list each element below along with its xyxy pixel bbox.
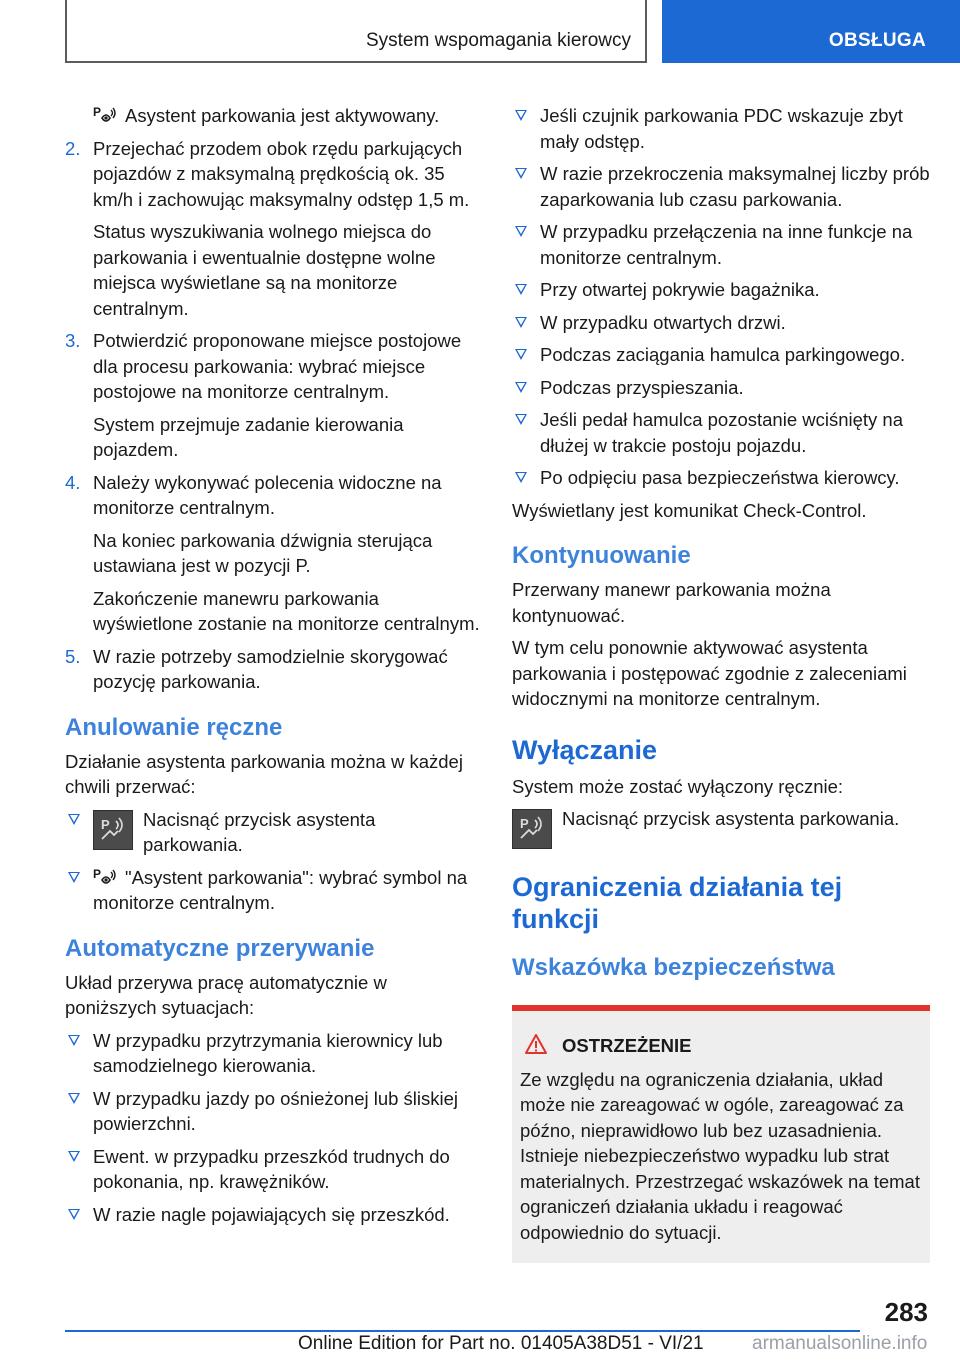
auto-bullet-text: W przypadku jazdy po ośnieżonej lub śliskiej powierzchni. [93,1087,459,1134]
bullet-triangle-icon [515,317,527,328]
svg-text:P: P [93,105,102,119]
continue-heading: Kontynuowanie [512,542,691,569]
auto-bullet-text: Przy otwartej pokrywie bagażnika. [540,279,820,300]
warning-header [520,1033,920,1059]
footer-divider [65,1330,860,1332]
warning-title: OSTRZEŻENIE [562,1035,692,1056]
safety-heading: Wskazówka bezpieczeństwa [512,954,835,981]
bullet-triangle-icon [515,110,527,121]
auto-bullet [65,1086,480,1137]
svg-text:P: P [93,866,102,881]
continue-p2: W tym celu ponownie aktywować asystenta parkowania i postępować zgodnie z zaleceniami widocznymi na monitorze centralnym. [512,637,907,709]
bullet-triangle-icon [515,382,527,393]
bullet-triangle-icon [515,414,527,425]
auto-bullet-text: Podczas zaciągania hamulca parkingowego. [540,344,906,365]
auto-bullet [65,1202,480,1228]
bullet-triangle-icon [515,284,527,295]
parking-assistant-icon [93,866,119,888]
auto-bullet-text: W razie nagle pojawiających się przeszkód. [93,1203,450,1225]
off-button-text: Nacisnąć przycisk asystenta parkowania. [562,808,900,829]
bullet-triangle-icon [68,814,80,825]
auto-bullet [512,375,930,401]
step-4-note-1: Na koniec parkowania dźwignia sterująca ustawiana jest w pozycji P. [93,529,433,576]
auto-bullet-text: W przypadku przełączenia na inne funkcje na monitorze centralnym. [540,221,913,268]
auto-heading: Automatyczne przerywanie [65,934,375,962]
auto-bullet [65,1144,480,1195]
off-intro: System może zostać wyłączony ręcznie: [512,775,844,797]
step-text: Należy wykonywać polecenia widoczne na monitorze centralnym. [93,471,442,518]
cancel-bullet-symbol [65,865,480,916]
bullet-triangle-icon [68,1209,80,1220]
step-text: Przejechać przodem obok rzędu parkujących pojazdów z maksymalną prędkością ok. 35 km/h i zachowując maksymalny odstęp 1,5 m. [93,137,470,210]
auto-bullet [512,277,930,303]
header-chapter-box [65,0,647,63]
svg-text:P: P [101,816,110,832]
left-column [65,103,480,1234]
auto-bullet [512,342,930,368]
auto-bullet [65,1028,480,1079]
auto-bullet [512,161,930,212]
bullet-triangle-icon [68,1035,80,1046]
step-2-note: Status wyszukiwania wolnego miejsca do parkowania i ewentualnie dostępne wolne miejsca wyświetlane są na monitorze centralnym. [93,221,436,319]
step-number: 4. [65,471,81,493]
step-text: Potwierdzić proponowane miejsce postojowe dla procesu parkowania: wybrać miejsce postojowe na monitorze centralnym. [93,330,462,402]
parking-button-icon [512,809,552,849]
cancel-bullet-1-text: Nacisnąć przycisk asystenta parkowania. [143,808,376,855]
step-text: W razie potrzeby samodzielnie skorygować pozycję parkowania. [93,645,448,692]
warning-triangle-icon [524,1033,548,1055]
intro-text: Asystent parkowania jest aktywowany. [125,105,440,126]
step-5 [65,644,480,695]
bullet-triangle-icon [515,349,527,360]
auto-bullet [512,407,930,458]
parking-button-icon [93,810,133,850]
auto-bullet-text: Jeśli czujnik parkowania PDC wskazuje zbyt mały odstęp. [540,105,903,152]
auto-bullet-text: W razie przekroczenia maksymalnej liczby prób zaparkowania lub czasu parkowania. [540,163,930,210]
step-number: 2. [65,137,81,159]
continue-p1: Przerwany manewr parkowania można kontynuować. [512,579,831,626]
edition-text: Online Edition for Part no. 01405A38D51 - VI/21 [298,1333,704,1354]
limits-heading: Ograniczenia działania tej funkcji [512,872,843,934]
auto-bullet-text: Ewent. w przypadku przeszkód trudnych do pokonania, np. krawężników. [93,1145,450,1192]
bullet-triangle-icon [515,168,527,179]
auto-bullet-text: W przypadku przytrzymania kierownicy lub samodzielnego kierowania. [93,1029,443,1076]
bullet-triangle-icon [515,226,527,237]
auto-bullet [512,219,930,270]
auto-bullet [512,465,930,491]
watermark: armanualsonline.info [752,1333,928,1354]
bullet-triangle-icon [515,472,527,483]
auto-bullet [512,103,930,154]
step-3-note: System przejmuje zadanie kierowania pojazdem. [93,413,404,460]
auto-bullet-text: Jeśli pedał hamulca pozostanie wciśnięty na dłużej w trakcie postoju pojazdu. [540,409,904,456]
right-column [512,103,930,1263]
bullet-triangle-icon [68,1151,80,1162]
chapter-title: System wspomagania kierowcy [365,30,631,51]
step-4-note-2: Zakończenie manewru parkowania wyświetlone zostanie na monitorze centralnym. [93,587,480,634]
parking-assistant-icon [93,104,119,126]
off-button-row [512,806,930,849]
step-2 [65,136,480,213]
off-heading: Wyłączanie [512,734,658,765]
section-label: OBSŁUGA [828,30,926,51]
auto-bullet-text: Podczas przyspieszania. [540,376,744,398]
auto-bullet-text: Po odpięciu pasa bezpieczeństwa kierowcy. [540,467,900,488]
auto-bullet-text: W przypadku otwartych drzwi. [540,311,786,333]
intro-line [65,103,480,129]
bullet-triangle-icon [68,1093,80,1104]
warning-box [512,1005,930,1263]
cancel-bullet-2-text: "Asystent parkowania": wybrać symbol na monitorze centralnym. [93,866,468,913]
page-number: 283 [884,1297,928,1327]
step-number: 3. [65,330,81,351]
cancel-intro: Działanie asystenta parkowania można w każdej chwili przerwać: [65,750,463,797]
header-section-tab [662,0,960,63]
svg-text:P: P [520,816,529,831]
step-number: 5. [65,645,81,667]
cancel-heading: Anulowanie ręczne [65,713,283,741]
check-control-text: Wyświetlany jest komunikat Check-Control. [512,499,867,521]
step-4 [65,470,480,521]
bullet-triangle-icon [68,872,80,883]
auto-bullet [512,310,930,336]
step-3 [65,328,480,405]
auto-intro: Układ przerywa pracę automatycznie w poniższych sytuacjach: [65,971,387,1018]
warning-text: Ze względu na ograniczenia działania, układ może nie zareagować w ogóle, zareagować za późno, nieprawidłowo lub bez uzasadnienia. Istnieje niebezpieczeństwo wypadku lub strat materialnych. Przestrzegać wskazówek na temat ograniczeń działania układu i reagować odpowiednio do sytuacji. [520,1068,920,1243]
cancel-bullet-button [65,807,480,858]
